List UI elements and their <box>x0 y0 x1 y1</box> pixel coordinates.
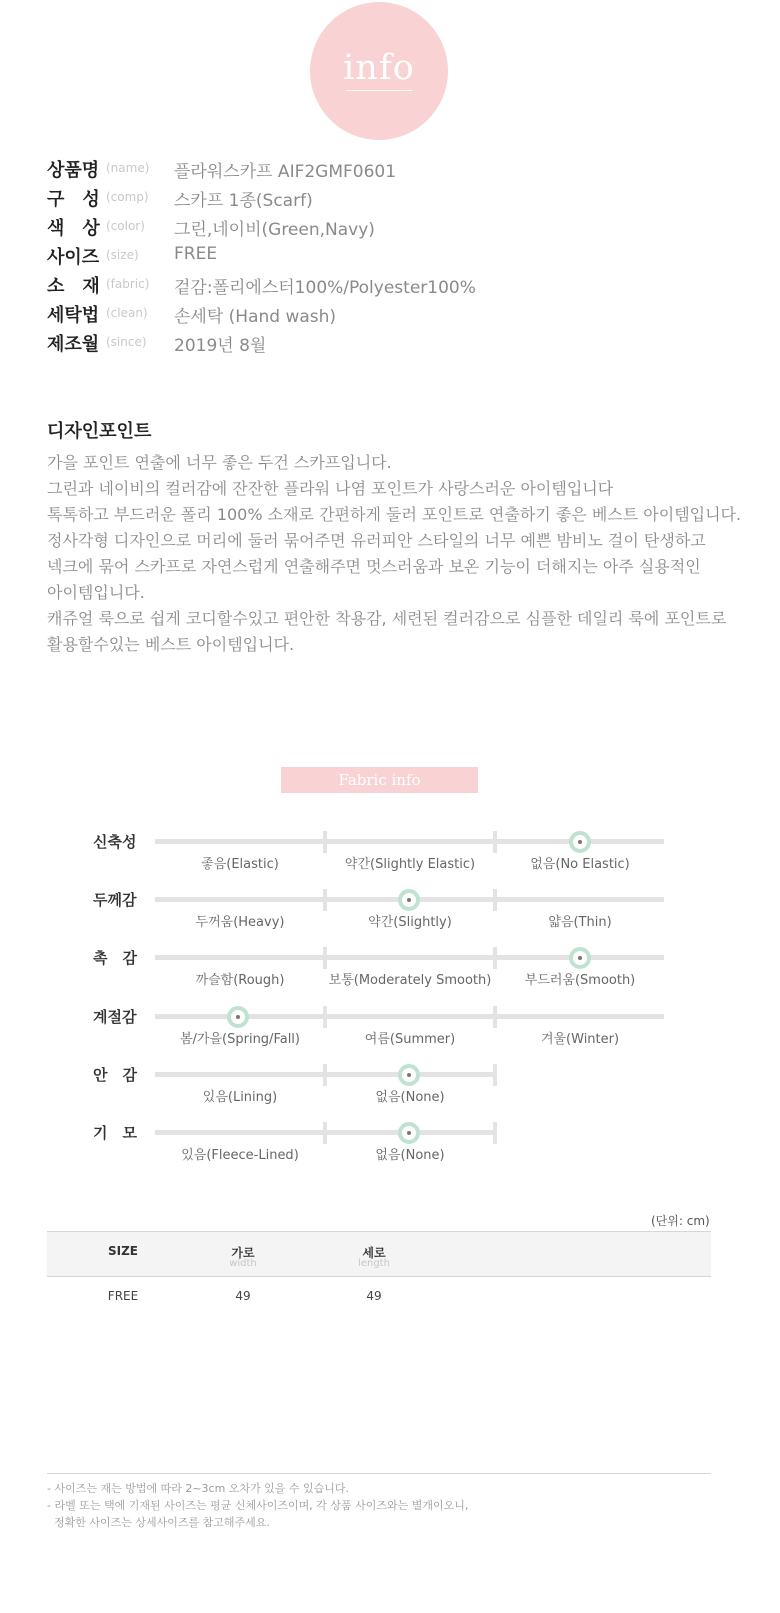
spec-row-fabric <box>47 272 727 298</box>
info-badge-underline <box>346 90 412 91</box>
spec-label: 사이즈 <box>47 247 100 268</box>
fabric-row-label: 두께감 <box>93 891 137 909</box>
fabric-option: 약간(Slightly) <box>368 915 452 930</box>
fabric-option: 없음(No Elastic) <box>530 857 630 872</box>
fabric-row-elasticity <box>0 831 780 889</box>
fabric-option: 겨울(Winter) <box>540 1032 620 1047</box>
fabric-option: 여름(Summer) <box>364 1032 456 1047</box>
fabric-row-season <box>0 1006 780 1064</box>
spec-label: 색 상 <box>47 218 100 239</box>
fabric-scale-tick <box>493 1122 497 1144</box>
fabric-scale-tick <box>323 889 327 911</box>
spec-label: 소 재 <box>47 276 100 297</box>
footnote-line: - 라벨 또는 택에 기재된 사이즈는 평균 신체사이즈이며, 각 상품 사이즈와는 별개이오니, <box>47 1499 469 1512</box>
fabric-row-lining <box>0 1064 780 1122</box>
fabric-option: 있음(Lining) <box>202 1090 278 1105</box>
fabric-scale-tick <box>323 947 327 969</box>
spec-row-comp <box>47 185 727 211</box>
size-table-header <box>47 1231 711 1277</box>
fabric-row-label: 촉 감 <box>93 949 137 967</box>
spec-value: 손세탁 (Hand wash) <box>174 307 337 327</box>
design-point-line: 그린과 네이비의 컬러감에 잔잔한 플라워 나염 포인트가 사랑스러운 아이템입니다 <box>47 479 614 498</box>
fabric-scale-tick <box>323 1006 327 1028</box>
spec-sub-label: (name) <box>106 161 150 175</box>
fabric-option: 까슬함(Rough) <box>195 973 285 988</box>
fabric-row-label: 신축성 <box>93 833 137 851</box>
fabric-option: 약간(Slightly Elastic) <box>344 857 476 872</box>
fabric-info-title: Fabric info <box>338 771 421 789</box>
spec-sub-label: (since) <box>106 335 147 349</box>
fabric-row-thickness <box>0 889 780 947</box>
fabric-row-touch <box>0 947 780 1005</box>
fabric-scale-tick <box>323 831 327 853</box>
spec-value: 겉감:폴리에스터100%/Polyester100% <box>174 278 476 298</box>
size-table-cell: FREE <box>107 1289 139 1303</box>
fabric-selected-marker <box>227 1006 249 1028</box>
fabric-selected-marker <box>398 889 420 911</box>
spec-label: 제조월 <box>47 334 100 355</box>
spec-sub-label: (size) <box>106 248 139 262</box>
spec-label: 세탁법 <box>47 305 100 326</box>
fabric-scale-tick <box>323 1122 327 1144</box>
spec-label: 상품명 <box>47 160 100 181</box>
fabric-selected-marker <box>398 1064 420 1086</box>
fabric-option: 없음(None) <box>375 1148 445 1163</box>
fabric-scale-tick <box>493 1064 497 1086</box>
spec-row-since <box>47 330 727 356</box>
spec-value: 그린,네이비(Green,Navy) <box>174 220 375 240</box>
footnote-divider <box>47 1473 711 1474</box>
design-point-line: 가을 포인트 연출에 너무 좋은 두건 스카프입니다. <box>47 453 392 472</box>
fabric-option: 두꺼움(Heavy) <box>195 915 285 930</box>
fabric-option: 얇음(Thin) <box>548 915 612 930</box>
fabric-selected-marker <box>569 947 591 969</box>
spec-sub-label: (clean) <box>106 306 148 320</box>
fabric-option: 봄/가을(Spring/Fall) <box>179 1032 300 1047</box>
spec-value: 스카프 1종(Scarf) <box>174 191 313 211</box>
fabric-scale-tick <box>493 1006 497 1028</box>
design-point-line: 활용할수있는 베스트 아이템입니다. <box>47 635 295 654</box>
size-unit-note: (단위: cm) <box>651 1214 710 1228</box>
size-table-header-sub: width <box>229 1258 257 1269</box>
design-point-line: 넥크에 묶어 스카프로 자연스럽게 연출해주면 멋스러움과 보온 기능이 더해지는 아주 실용적인 <box>47 557 701 576</box>
footnote-line: - 사이즈는 재는 방법에 따라 2~3cm 오차가 있을 수 있습니다. <box>47 1482 350 1495</box>
size-table-cell: 49 <box>235 1289 251 1303</box>
fabric-scale-tick <box>493 889 497 911</box>
design-point-line: 정사각형 디자인으로 머리에 둘러 묶어주면 유러피안 스타일의 너무 예쁜 밤비노 걸이 탄생하고 <box>47 531 706 550</box>
fabric-option: 보통(Moderately Smooth) <box>328 973 492 988</box>
fabric-info-banner <box>281 767 478 793</box>
fabric-row-label: 계절감 <box>93 1008 137 1026</box>
size-table-header-cell: 가로 <box>231 1246 255 1260</box>
spec-label: 구 성 <box>47 189 100 210</box>
design-point-line: 캐쥬얼 룩으로 쉽게 코디할수있고 편안한 착용감, 세련된 컬러감으로 심플한 데일리 룩에 포인트로 <box>47 609 727 628</box>
fabric-option: 없음(None) <box>375 1090 445 1105</box>
design-point-line: 아이템입니다. <box>47 583 145 602</box>
size-table-header-cell: 세로 <box>362 1246 386 1260</box>
fabric-row-label: 안 감 <box>93 1066 137 1084</box>
spec-value: FREE <box>174 244 218 264</box>
info-badge <box>310 2 448 140</box>
fabric-option: 있음(Fleece-Lined) <box>181 1148 299 1163</box>
fabric-option: 부드러움(Smooth) <box>524 973 636 988</box>
spec-value: 2019년 8월 <box>174 336 267 356</box>
fabric-option: 좋음(Elastic) <box>201 857 279 872</box>
spec-row-size <box>47 243 727 269</box>
size-table-header-sub: length <box>358 1258 390 1269</box>
info-badge-text: info <box>343 48 415 88</box>
fabric-selected-marker <box>569 831 591 853</box>
design-point-line: 톡톡하고 부드러운 폴리 100% 소재로 간편하게 둘러 포인트로 연출하기 좋은 베스트 아이템입니다. <box>47 505 742 524</box>
spec-sub-label: (comp) <box>106 190 149 204</box>
fabric-scale-tick <box>493 831 497 853</box>
spec-row-color <box>47 214 727 240</box>
spec-value: 플라워스카프 AIF2GMF0601 <box>174 162 397 182</box>
fabric-scale-tick <box>323 1064 327 1086</box>
design-point-title: 디자인포인트 <box>47 421 152 442</box>
fabric-row-label: 기 모 <box>93 1124 137 1142</box>
fabric-row-fleece <box>0 1122 780 1180</box>
spec-sub-label: (color) <box>106 219 145 233</box>
spec-row-clean <box>47 301 727 327</box>
spec-row-name <box>47 156 727 182</box>
size-table-header-cell: SIZE <box>107 1244 138 1258</box>
size-table-cell: 49 <box>366 1289 382 1303</box>
footnote-line: 정확한 사이즈는 상세사이즈를 참고해주세요. <box>47 1516 270 1529</box>
fabric-scale-tick <box>493 947 497 969</box>
spec-sub-label: (fabric) <box>106 277 150 291</box>
fabric-selected-marker <box>398 1122 420 1144</box>
